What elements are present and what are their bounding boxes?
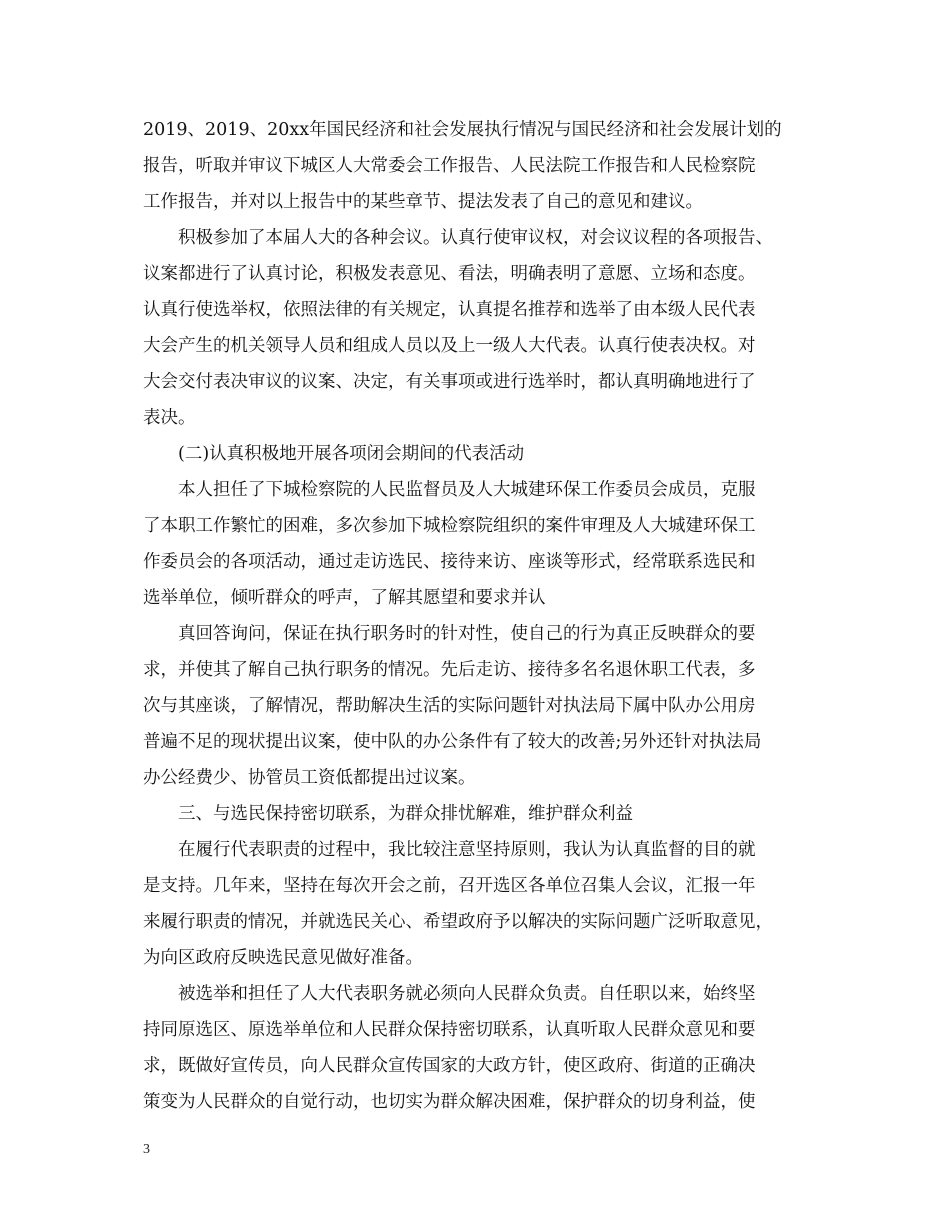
text-line: 来履行职责的情况，并就选民关心、希望政府予以解决的实际问题广泛听取意见，: [143, 912, 773, 932]
text-line: 工作报告，并对以上报告中的某些章节、提法发表了自己的意见和建议。: [143, 192, 703, 212]
text-line: 报告，听取并审议下城区人大常委会工作报告、人民法院工作报告和人民检察院: [143, 156, 756, 176]
text-line: 大会交付表决审议的议案、决定，有关事项或进行选举时，都认真明确地进行了: [143, 372, 756, 392]
page-number: 3: [143, 1142, 150, 1157]
text-line: 为向区政府反映选民意见做好准备。: [143, 948, 423, 968]
text-line: 求，并使其了解自己执行职务的情况。先后走访、接待多名名退休职工代表，多: [143, 660, 756, 680]
text-line: 选举单位，倾听群众的呼声，了解其愿望和要求并认: [143, 588, 546, 608]
text-line: 是支持。几年来，坚持在每次开会之前，召开选区各单位召集人会议，汇报一年: [143, 876, 756, 896]
text-line: 了本职工作繁忙的困难，多次参加下城检察院组织的案件审理及人大城建环保工: [143, 516, 756, 536]
text-line: 普遍不足的现状提出议案，使中队的办公条件有了较大的改善;另外还针对执法局: [143, 732, 762, 752]
text-line: 大会产生的机关领导人员和组成人员以及上一级人大代表。认真行使表决权。对: [143, 336, 756, 356]
text-line: 办公经费少、协管员工资低都提出过议案。: [143, 768, 476, 788]
text-line: 求，既做好宣传员，向人民群众宣传国家的大政方针，使区政府、街道的正确决: [143, 1056, 756, 1076]
text-line: 议案都进行了认真讨论，积极发表意见、看法，明确表明了意愿、立场和态度。: [143, 264, 756, 284]
paragraph-start: 真回答询问，保证在执行职务时的针对性，使自己的行为真正反映群众的要: [178, 624, 756, 644]
paragraph-start: 在履行代表职责的过程中，我比较注意坚持原则，我认为认真监督的目的就: [178, 840, 756, 860]
paragraph-start: 本人担任了下城检察院的人民监督员及人大城建环保工作委员会成员，克服: [178, 480, 756, 500]
paragraph-start: 被选举和担任了人大代表职务就必须向人民群众负责。自任职以来，始终坚: [178, 984, 756, 1004]
text-line: 2019、2019、20xx年国民经济和社会发展执行情况与国民经济和社会发展计划的: [143, 120, 782, 140]
section-heading: (二)认真积极地开展各项闭会期间的代表活动: [178, 444, 525, 464]
text-line: 次与其座谈，了解情况，帮助解决生活的实际问题针对执法局下属中队办公用房: [143, 696, 756, 716]
paragraph-start: 积极参加了本届人大的各种会议。认真行使审议权，对会议议程的各项报告、: [178, 228, 773, 248]
text-line: 持同原选区、原选举单位和人民群众保持密切联系，认真听取人民群众意见和要: [143, 1020, 756, 1040]
text-line: 策变为人民群众的自觉行动，也切实为群众解决困难，保护群众的切身利益，使: [143, 1092, 756, 1112]
text-line: 表决。: [143, 408, 196, 428]
text-line: 作委员会的各项活动，通过走访选民、接待来访、座谈等形式，经常联系选民和: [143, 552, 756, 572]
text-line: 认真行使选举权，依照法律的有关规定，认真提名推荐和选举了由本级人民代表: [143, 300, 756, 320]
section-heading: 三、与选民保持密切联系，为群众排忧解难，维护群众利益: [178, 804, 633, 824]
